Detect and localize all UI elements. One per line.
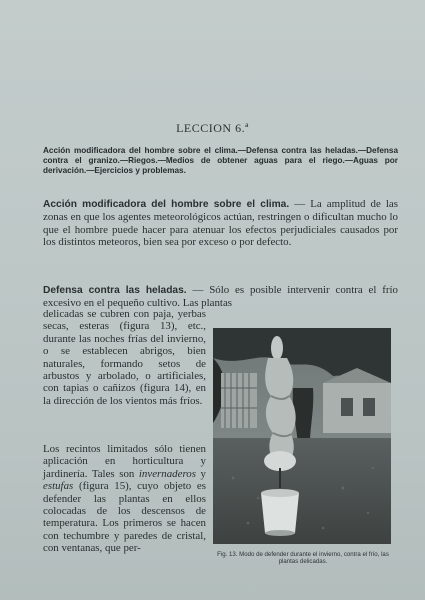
term-invernaderos: invernaderos bbox=[138, 467, 196, 480]
figure-13-caption: Fig. 13. Modo de defender durante el invierno, contra el frío, las plantas delicadas. bbox=[217, 551, 389, 565]
paragraph-climate bbox=[43, 198, 398, 249]
paragraph-enclosures-text-2: y bbox=[195, 467, 206, 480]
lesson-summary: Acción modificadora del hombre sobre el clima.—Defensa contra las heladas.—Defensa contra el granizo.—Riegos.—Medios de obtener aguas para el riego.—Aguas por derivación.—Ejercicios y problemas. bbox=[43, 146, 398, 175]
wrapped-plant-photo bbox=[213, 328, 391, 544]
paragraph-enclosures-text-1: Los recintos limitados sólo tienen aplicación en horticultura y jardinería. Tales son bbox=[43, 443, 206, 480]
section-heading-frost: Defensa contra las heladas. bbox=[43, 285, 187, 296]
paragraph-climate-text: — La amplitud de las zonas en que los agentes meteorológicos actúan, restringen o dificultan mucho lo que el hombre puede hacer para atenuar los efectos perjudiciales causados por los distintos meteoros, bien sea por exceso o por defecto. bbox=[43, 198, 398, 249]
paragraph-frost-intro bbox=[43, 284, 398, 310]
paragraph-enclosures-text-3: (figura 15), cuyo objeto es defender las plantas en ellos colocadas de los descensos de temperatura. Los primeros se hacen con techumbre y paredes de cristal, con ventanas, que per- bbox=[43, 480, 206, 555]
paragraph-enclosures bbox=[43, 443, 206, 555]
figure-13-photo bbox=[213, 328, 391, 544]
section-heading-climate: Acción modificadora del hombre sobre el clima. bbox=[43, 199, 290, 210]
paragraph-frost-body: delicadas se cubren con paja, yerbas secas, esteras (figura 13), etc., durante las noches frías del invierno, o se establecen abrigos, bien naturales, formando setos de arbustos y arbolado, o artificiales, con tapias o cañizos (figura 14), en la dirección de los vientos más fríos. bbox=[43, 308, 206, 407]
lesson-title: LECCION 6.ª bbox=[176, 121, 249, 135]
paragraph-frost-intro-text: — Sólo es posible intervenir contra el frío excesivo en el pequeño cultivo. Las plantas bbox=[43, 284, 398, 310]
term-estufas: estufas bbox=[43, 480, 74, 493]
